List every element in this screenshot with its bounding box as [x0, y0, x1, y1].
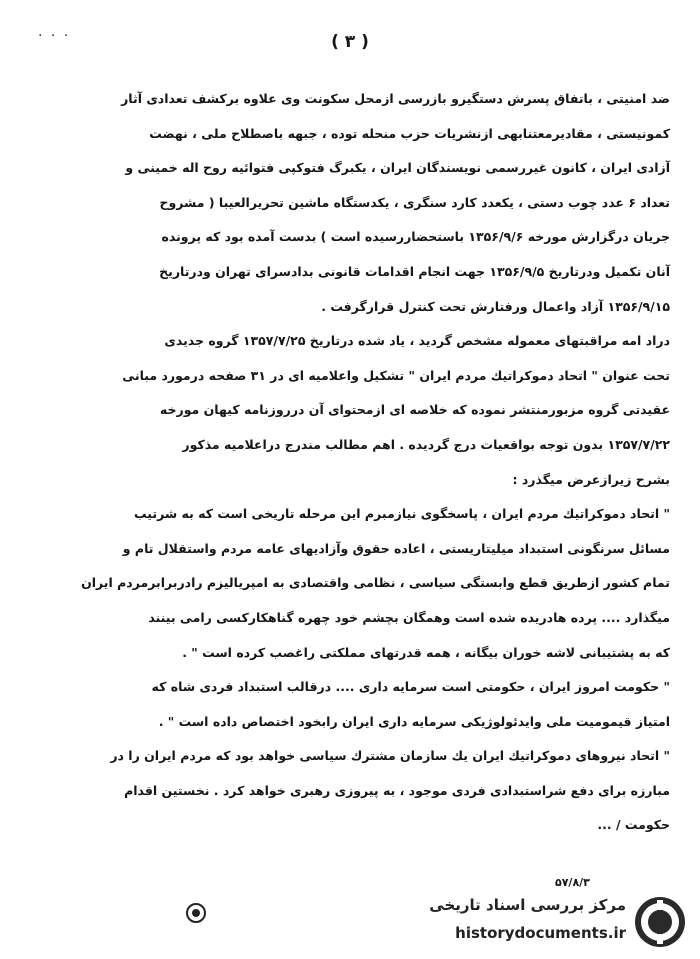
text-line: تحت عنوان " اتحاد دموکراتیك مردم ایران " تشکیل واعلامیه ای در ۳۱ صفحه درمورد مبانی: [122, 367, 670, 383]
text-line: مبارزه برای دفع شراستبدادی فردی موجود ، به پیروزی رهبری خواهد کرد . نخستین اقدام: [124, 782, 670, 798]
text-line: ۱۳۵۷/۷/۲۲ بدون توجه بواقعیات درج گردیده . اهم مطالب مندرج دراعلامیه مذکور: [182, 436, 670, 452]
text-line: تمام کشور ازطریق قطع وابستگی سیاسی ، نظامی واقتصادی به امپریالیزم رادربرابرمردم ایران: [81, 575, 670, 591]
text-line: ضد امنیتی ، باتفاق پسرش دستگیرو بازرسی ازمحل سکونت وی علاوه برکشف تعدادی آثار: [121, 91, 670, 106]
reference-number: ۵۷/۸/۳: [555, 876, 590, 889]
text-line: حکومت / ...: [597, 817, 670, 833]
text-line: تعداد ۶ عدد چوب دستی ، یکعدد کارد سنگری ، یکدستگاه ماشین تحریرالعیبا ( مشروح: [159, 194, 670, 210]
page-number: ( ۳ ): [331, 32, 369, 52]
text-line: بشرح زیرازعرض میگذرد :: [512, 471, 670, 487]
text-line: " اتحاد دموکراتیك مردم ایران ، پاسخگوی نیازمبرم این مرحله تاریخی است که به شرتیب: [134, 506, 670, 522]
text-line: دراد امه مراقبتهای معموله مشخص گردید ، یاد شده درتاریخ ۱۳۵۷/۷/۲۵ گروه جدیدی: [164, 333, 670, 349]
text-line: کمونیستی ، مقادیرمعتنابهی ازنشریات حزب منحله توده ، جبهه باصطلاح ملی ، نهضت: [149, 125, 670, 141]
text-line: آنان تکمیل ودرتاریخ ۱۳۵۶/۹/۵ جهت انجام اقدامات قانونی بدادسرای تهران ودرتاریخ: [159, 263, 670, 279]
text-line: عقیدتی گروه مزبورمنتشر نموده که خلاصه ای ازمحتوای آن درروزنامه کیهان مورخه: [159, 402, 670, 418]
text-line: مسائل سرنگونی استبداد میلیتاریستی ، اعاده حقوق وآزادیهای عامه مردم واستقلال تام و: [122, 540, 670, 556]
text-line: " حکومت امروز ایران ، حکومتی است سرمایه داری .... درقالب استبداد فردی شاه که: [151, 679, 670, 695]
watermark: [390, 892, 690, 952]
text-line: که به پشتیبانی لاشه خوران بیگانه ، همه قدرتهای مملکتی راغصب کرده است " .: [182, 644, 670, 660]
text-line: میگذارد .... پرده هادریده شده است وهمگان بچشم خود چهره گناهکارکسی رامی بینند: [148, 609, 670, 625]
header-dots: . . .: [38, 24, 71, 40]
text-line: ۱۳۵۶/۹/۱۵ آزاد واعمال ورفتارش تحت کنترل قرارگرفت .: [321, 298, 670, 314]
text-line: " اتحاد نیروهای دموکراتیك ایران یك سازمان مشترك سیاسی خواهد بود که مردم ایران را در: [110, 748, 670, 764]
text-line: آزادی ایران ، کانون غیررسمی نویسندگان ایران ، یکبرگ فتوکپی فتوائیه روح اله خمینی و: [125, 160, 670, 176]
ornament-icon: [186, 903, 206, 923]
text-line: جریان درگزارش مورخه ۱۳۵۶/۹/۶ باستحضاررسیده است ) بدست آمده بود که پرونده: [161, 229, 670, 245]
document-body: [30, 82, 670, 843]
watermark-logo-icon: [632, 894, 688, 950]
watermark-url: historydocuments.ir: [455, 924, 626, 942]
text-line: امتیاز قیمومیت ملی وایدئولوژیکی سرمایه داری ایران رابخود اختصاص داده است " .: [158, 713, 670, 729]
watermark-title: مرکز بررسی اسناد تاریخی: [429, 896, 626, 914]
